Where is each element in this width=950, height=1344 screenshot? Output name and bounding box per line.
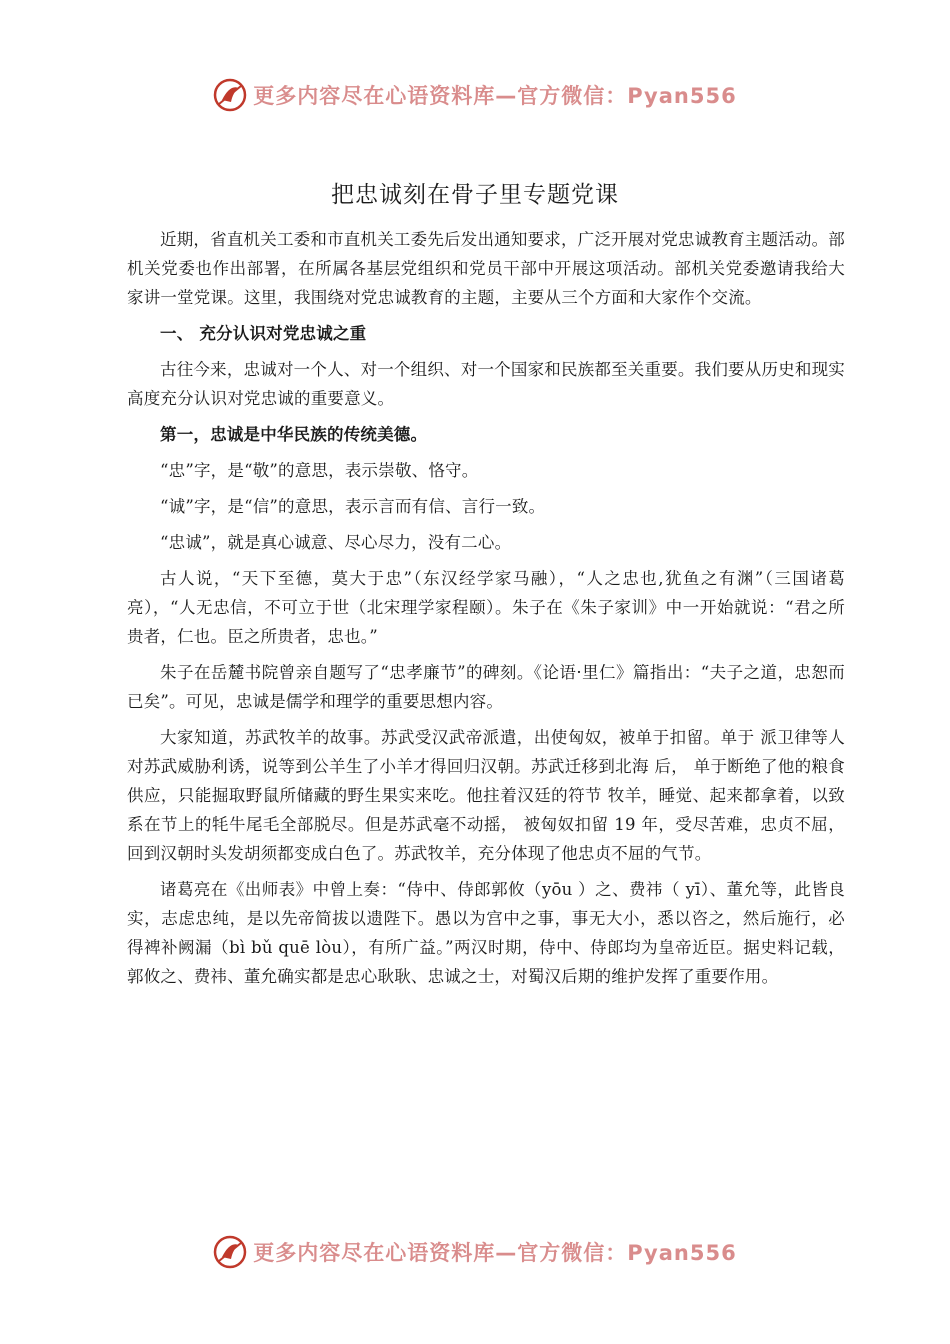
footer-banner <box>0 1232 950 1272</box>
page-title: 把忠诚刻在骨子里专题党课 <box>331 182 619 208</box>
section-heading: 一、 充分认识对党忠诚之重 <box>160 324 367 343</box>
subsection-heading: 第一，忠诚是中华民族的传统美德。 <box>160 425 428 444</box>
paragraph: 朱子在岳麓书院曾亲自题写了“忠孝廉节”的碑刻。《论语·里仁》篇指出：“夫子之道，忠恕而已矣”。可见，忠诚是儒学和理学的重要思想内容。 <box>127 663 845 711</box>
paragraph: “诚”字，是“信”的意思，表示言而有信、言行一致。 <box>160 497 546 516</box>
paragraph: 近期，省直机关工委和市直机关工委先后发出通知要求，广泛开展对党忠诚教育主题活动。部机关党委也作出部署，在所属各基层党组织和党员干部中开展这项活动。部机关党委邀请我给大家讲一堂党课。这里，我围绕对党忠诚教育的主题，主要从三个方面和大家作个交流。 <box>127 230 845 307</box>
banner-text: 更多内容尽在心语资料库—官方微信：Pyan556 <box>253 84 737 108</box>
logo-icon <box>213 1235 247 1269</box>
paragraph: 诸葛亮在《出师表》中曾上奏：“侍中、侍郎郭攸（yōu ）之、费祎（ yī）、董允等，此皆良实，志虑忠纯，是以先帝简拔以遗陛下。愚以为宫中之事，事无大小，悉以咨之，然后施行，必得裨补阙漏（bì bǔ quē lòu），有所广益。”两汉时期，侍中、侍郎均为皇帝近臣。据史料记载，郭攸之、费祎、董允确实都是忠心耿耿、忠诚之士，对蜀汉后期的维护发挥了重要作用。 <box>127 880 845 986</box>
paragraph: 古人说，“天下至德，莫大于忠”（东汉经学家马融），“人之忠也,犹鱼之有渊”（三国诸葛亮），“人无忠信，不可立于世（北宋理学家程颐）。朱子在《朱子家训》中一开始就说：“君之所贵者，仁也。臣之所贵者，忠也。” <box>127 569 845 646</box>
paragraph: 大家知道，苏武牧羊的故事。苏武受汉武帝派遣，出使匈奴，被单于扣留。单于 派卫律等人对苏武威胁利诱，说等到公羊生了小羊才得回归汉朝。苏武迁移到北海 后， 单于断绝了他的粮食供应，只能掘取野鼠所储藏的野生果实来吃。他拄着汉廷的符节 牧羊，睡觉、起来都拿着，以致系在节上的牦牛尾毛全部脱尽。但是苏武毫不动摇， 被匈奴扣留 19 年，受尽苦难，忠贞不屈，回到汉朝时头发胡须都变成白色了。苏武牧羊，充分体现了他忠贞不屈的气节。 <box>127 728 845 863</box>
document-body <box>127 225 845 998</box>
header-banner <box>0 75 950 115</box>
banner-text: 更多内容尽在心语资料库—官方微信：Pyan556 <box>253 1241 737 1265</box>
paragraph: 古往今来，忠诚对一个人、对一个组织、对一个国家和民族都至关重要。我们要从历史和现实高度充分认识对党忠诚的重要意义。 <box>127 360 845 408</box>
logo-icon <box>213 78 247 112</box>
paragraph: “忠”字，是“敬”的意思，表示崇敬、恪守。 <box>160 461 479 480</box>
paragraph: “忠诚”，就是真心诚意、尽心尽力，没有二心。 <box>160 533 512 552</box>
